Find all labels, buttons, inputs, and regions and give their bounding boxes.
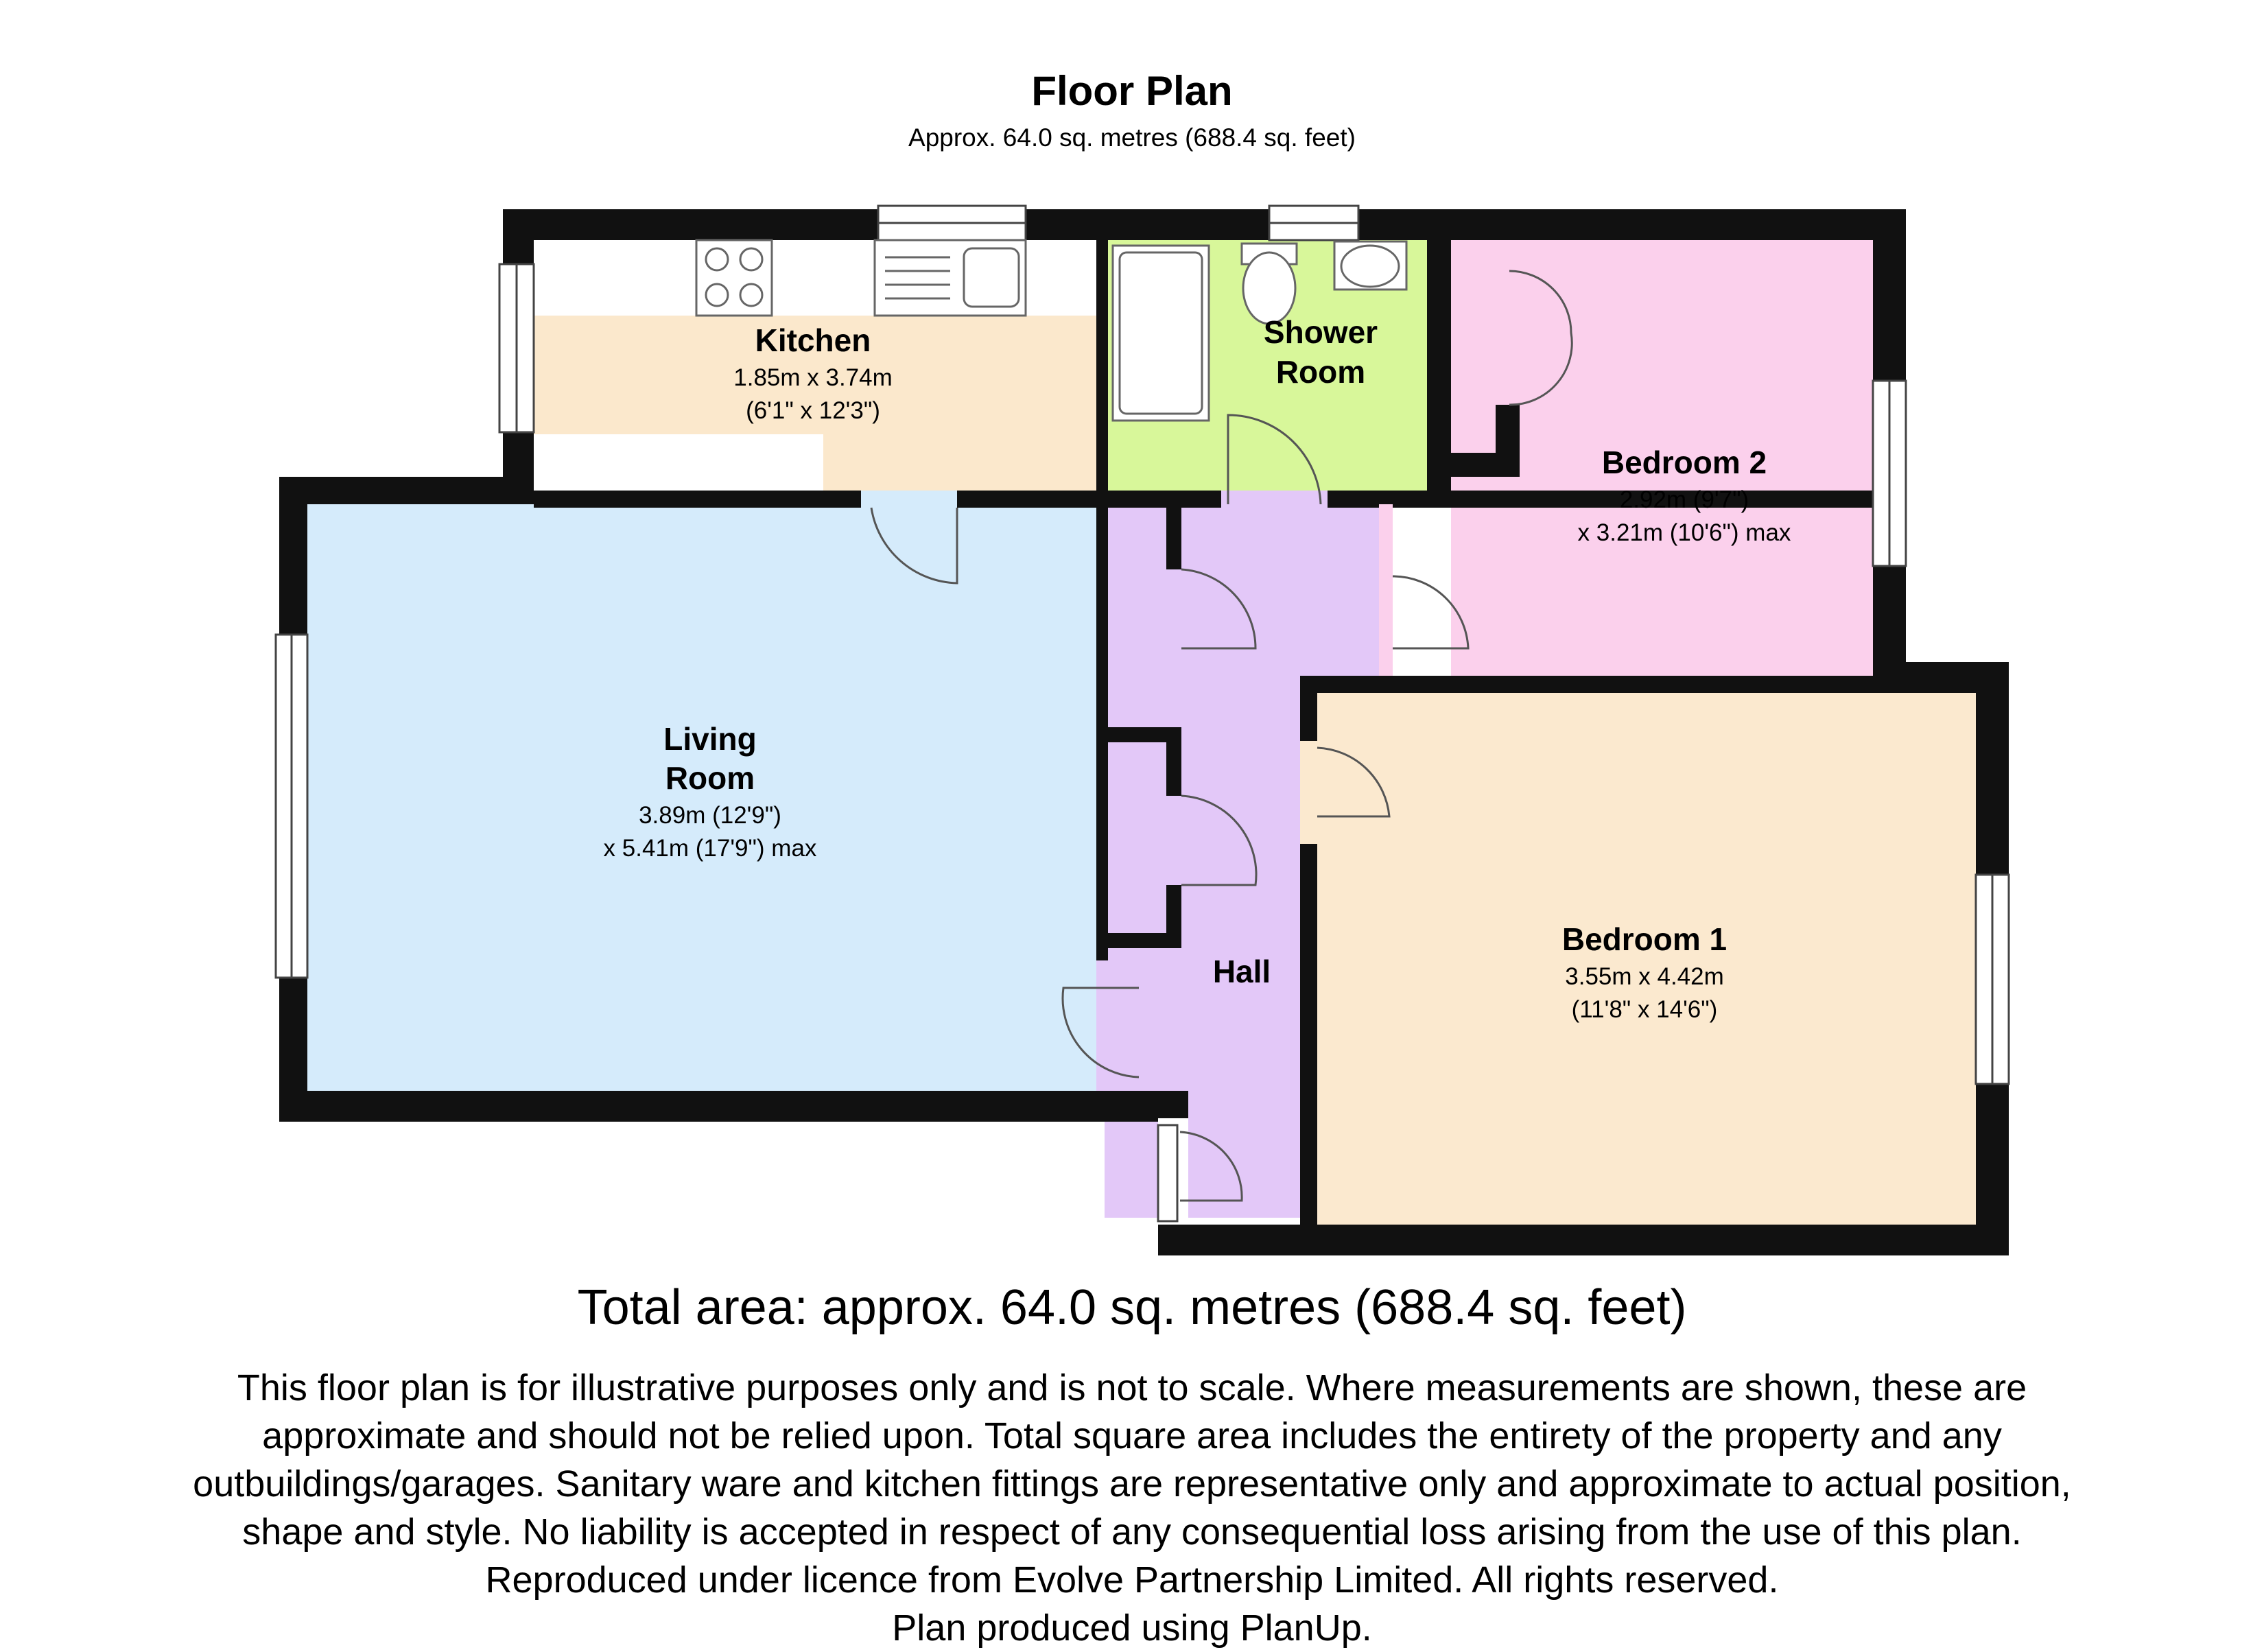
bedroom1-name: Bedroom 1 bbox=[1561, 921, 1728, 957]
living-room-dims-length: x 5.41m (17'9") max bbox=[603, 835, 817, 862]
disclaimer bbox=[41, 1364, 2223, 1652]
window-hall-entrance bbox=[1158, 1125, 1177, 1221]
living-room-name-line2: Room bbox=[665, 760, 755, 796]
disclaimer-line: This floor plan is for illustrative purposes only and is not to scale. Where measurements are shown, these are bbox=[237, 1367, 2027, 1408]
bedroom2-name: Bedroom 2 bbox=[1601, 445, 1767, 480]
bedroom1-dims-metric: 3.55m x 4.42m bbox=[1565, 963, 1724, 990]
bedroom1-dims-imperial: (11'8" x 14'6") bbox=[1571, 996, 1718, 1023]
kitchen-name: Kitchen bbox=[755, 322, 871, 358]
disclaimer-line: Reproduced under licence from Evolve Partnership Limited. All rights reserved. bbox=[485, 1559, 1779, 1601]
disclaimer-line: outbuildings/garages. Sanitary ware and kitchen fittings are representative only and approximate to actual position, bbox=[193, 1463, 2071, 1504]
shower-room-name-line2: Room bbox=[1275, 354, 1366, 390]
disclaimer-line: shape and style. No liability is accepted in respect of any consequential loss arising from the use of this plan. bbox=[242, 1511, 2022, 1553]
plan-subtitle: Approx. 64.0 sq. metres (688.4 sq. feet) bbox=[908, 123, 1356, 152]
living-room-floor bbox=[307, 504, 1096, 1091]
total-area: Total area: approx. 64.0 sq. metres (688.4 sq. feet) bbox=[577, 1280, 1687, 1335]
disclaimer-line: Plan produced using PlanUp. bbox=[892, 1607, 1372, 1649]
kitchen-worktop bbox=[534, 240, 1096, 316]
disclaimer-line: approximate and should not be relied upon. Total square area includes the entirety of the property and any bbox=[262, 1415, 2002, 1456]
plan-title: Floor Plan bbox=[1031, 68, 1233, 114]
kitchen-dims-imperial: (6'1" x 12'3") bbox=[746, 397, 880, 424]
bedroom1-floor bbox=[1317, 693, 1976, 1225]
living-room-name-line1: Living bbox=[663, 721, 757, 757]
bedroom2-dims-width: 2.92m (9'7") bbox=[1619, 486, 1749, 513]
living-room-dims-width: 3.89m (12'9") bbox=[639, 802, 781, 829]
bedroom2-dims-length: x 3.21m (10'6") max bbox=[1577, 519, 1791, 546]
kitchen-counter-white bbox=[534, 434, 823, 491]
shower-room-name-line1: Shower bbox=[1263, 314, 1378, 350]
hall-name: Hall bbox=[1212, 954, 1271, 989]
shower-tray-icon bbox=[1113, 246, 1209, 421]
kitchen-dims-metric: 1.85m x 3.74m bbox=[733, 364, 893, 391]
